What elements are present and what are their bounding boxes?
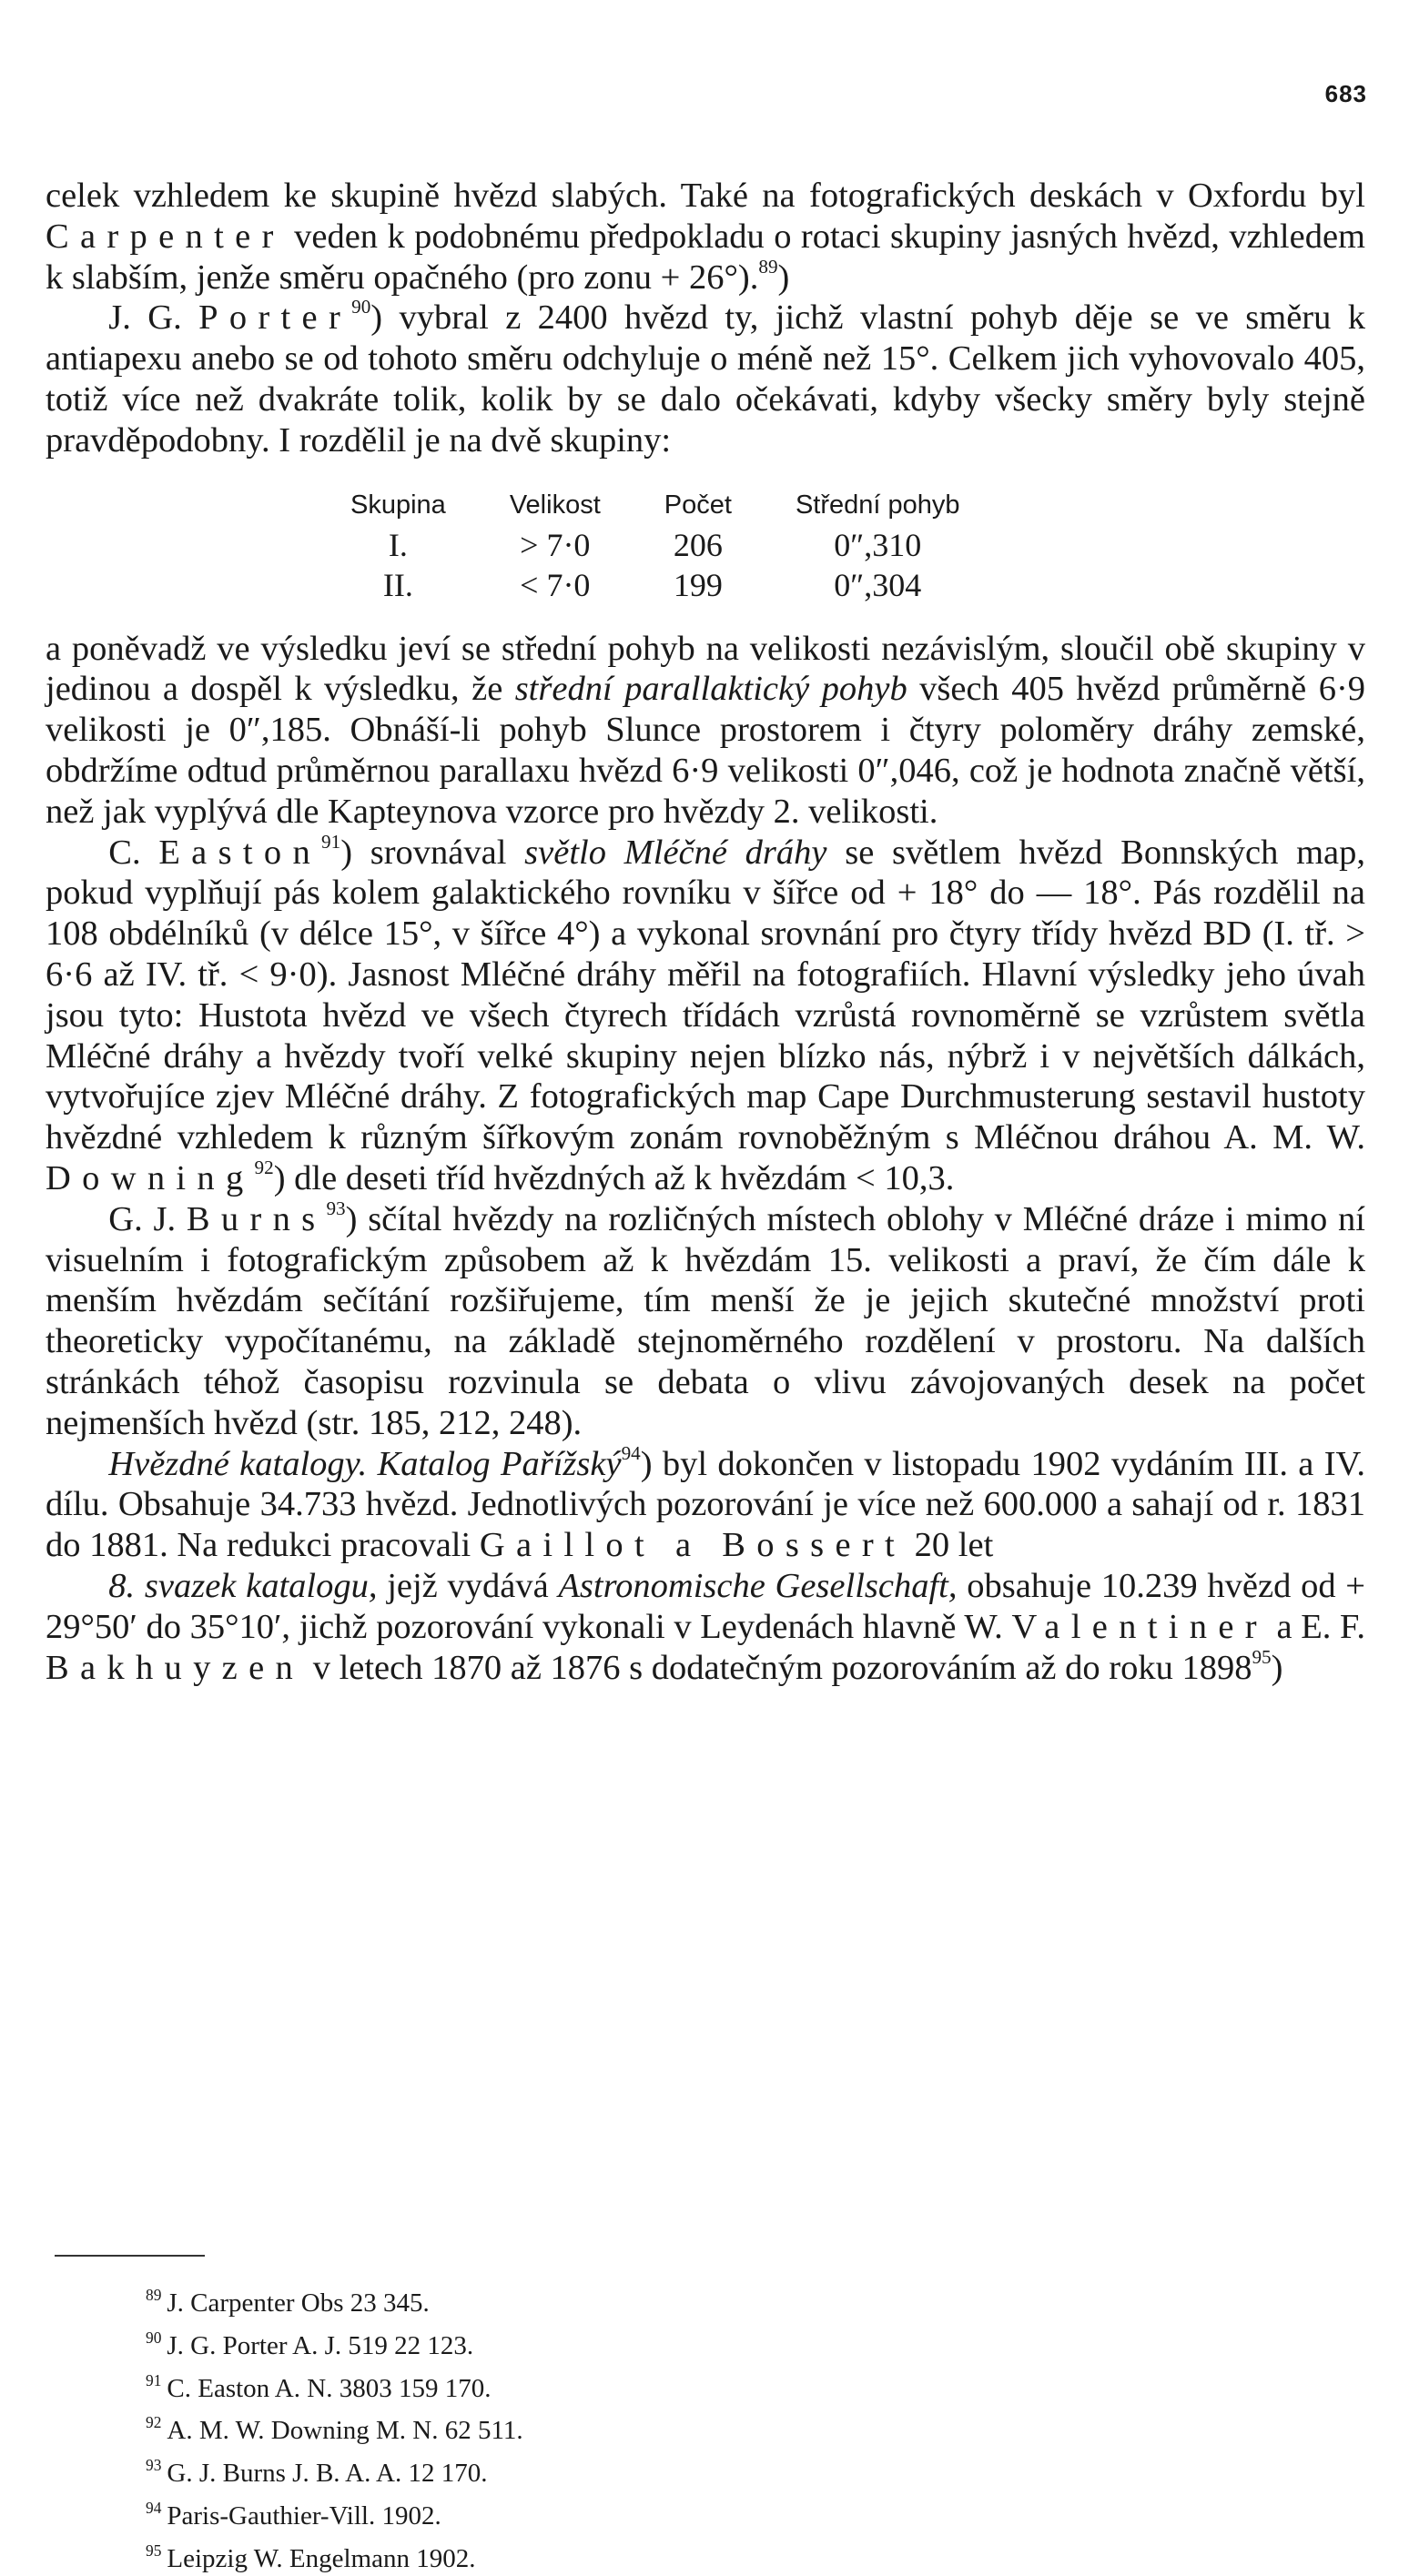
star-groups-table xyxy=(319,485,992,605)
page-number: 683 xyxy=(1324,80,1367,107)
footnote-divider xyxy=(55,2255,205,2257)
body-text xyxy=(46,176,1365,1688)
footnote-ref-95: 95 xyxy=(1252,1645,1272,1668)
p3-text-a: a poněvadž ve výsledku jeví se střední pohyb na velikosti nezávislým, sloučil obě skupiny v jedinou a dospěl k výsledku, že xyxy=(46,629,1365,709)
footnote-mark: 93 xyxy=(146,2456,162,2475)
footnote-text: Leipzig W. Engelmann 1902. xyxy=(167,2543,476,2573)
table-cell: I. xyxy=(388,526,408,563)
p7-italic: 8. svazek katalogu, xyxy=(108,1566,378,1605)
author-gaillot-bossert: Gaillot a Bossert xyxy=(479,1526,907,1565)
footnote-item xyxy=(146,2534,523,2576)
table-header: Velikost xyxy=(509,490,601,520)
p2-text-b: ) vybral z 2400 hvězd ty, jichž vlastní pohyb děje se ve směru k antiapexu anebo se od tohoto směru odchyluje o méně než 15°. Celkem jich vyhovovalo 405, totiž více než dvakráte tolik, kolik by se dalo očekávati, kdyby všecky směry byly stejně pravděpodobny. I rozdělil je na dvě skupiny: xyxy=(46,298,1365,460)
p7-text-d: a E. F. xyxy=(1267,1607,1365,1646)
author-bakhuyzen: Bakhuyzen xyxy=(46,1648,305,1687)
author-porter: Porter xyxy=(198,298,352,338)
footnote-mark: 89 xyxy=(146,2286,162,2304)
footnote-mark: 94 xyxy=(146,2498,162,2517)
p6-text-b: ) byl dokončen v listopadu 1902 vydáním III. a IV. dílu. Obsahuje 34.733 hvězd. Jednotlivých pozorování je více než 600.000 a sahají od r. 1831 do 1881. Na redukci pracovali xyxy=(46,1444,1365,1565)
footnote-item xyxy=(146,2449,523,2491)
author-burns: Burns xyxy=(186,1199,327,1238)
table-cell: 0″,304 xyxy=(834,566,922,603)
author-valentiner: Valentiner xyxy=(1011,1607,1268,1646)
p4-italic: světlo Mléčné dráhy xyxy=(524,833,827,872)
table-row xyxy=(319,565,992,605)
p7-text-b: jejž vydává xyxy=(377,1566,559,1605)
table-cell: 206 xyxy=(673,526,723,563)
footnote-ref-90: 90 xyxy=(351,296,371,318)
p7-text-e: v letech 1870 až 1876 s dodatečným pozorováním až do roku 1898 xyxy=(304,1648,1252,1687)
paragraph-5 xyxy=(46,1199,1365,1444)
footnote-item xyxy=(146,2406,523,2449)
p4-text-b: ) srovnával xyxy=(340,833,525,872)
table-header: Střední pohyb xyxy=(795,490,960,520)
footnote-ref-93: 93 xyxy=(326,1197,346,1219)
table-cell: > 7·0 xyxy=(520,526,591,563)
p4-text-a: C. xyxy=(108,833,159,872)
footnote-text: C. Easton A. N. 3803 159 170. xyxy=(167,2373,492,2403)
footnote-mark: 95 xyxy=(146,2541,162,2560)
table-header: Skupina xyxy=(350,490,446,520)
paragraph-7 xyxy=(46,1566,1365,1688)
footnote-item xyxy=(146,2321,523,2364)
p6-text-c: 20 let xyxy=(906,1526,994,1565)
author-downing: Downing xyxy=(46,1158,255,1197)
footnote-mark: 92 xyxy=(146,2413,162,2432)
p4-text-d: ) dle deseti tříd hvězdných až k hvězdám < 10,3. xyxy=(273,1158,955,1197)
footnote-item xyxy=(146,2278,523,2321)
footnote-text: A. M. W. Downing M. N. 62 511. xyxy=(167,2416,523,2446)
footnote-item xyxy=(146,2364,523,2407)
table-cell: < 7·0 xyxy=(520,566,591,603)
footnote-text: J. G. Porter A. J. 519 22 123. xyxy=(167,2330,474,2360)
table-cell: 199 xyxy=(673,566,723,603)
paragraph-6 xyxy=(46,1441,1365,1566)
footnote-ref-89: 89 xyxy=(758,255,778,278)
p5-text-b: ) sčítal hvězdy na rozličných místech oblohy v Mléčné dráze i mimo ní visuelním i fotografickým způsobem až k hvězdám 15. velikosti a praví, že čím dále k menším hvězdám sečítání rozšiřujeme, tím menší že je jejich skutečné množství proti theoreticky vypočítanému, na základě stejnoměrného rozdělení v prostoru. Na dalších stránkách téhož časopisu rozvinula se debata o vlivu závojovaných desek na počet nejmenších hvězd (str. 185, 212, 248). xyxy=(46,1199,1365,1442)
footnote-mark: 91 xyxy=(146,2370,162,2389)
footnotes-list xyxy=(146,2278,523,2576)
footnote-text: J. Carpenter Obs 23 345. xyxy=(167,2288,430,2318)
paragraph-1 xyxy=(46,176,1365,298)
p1-text-b: veden k podobnému předpokladu o rotaci skupiny jasných hvězd, vzhledem k slabším, jenže směru opačného (pro zonu + 26°). xyxy=(46,217,1365,297)
footnote-item xyxy=(146,2491,523,2534)
p7-close: ) xyxy=(1271,1648,1283,1687)
p3-text-b: všech 405 hvězd průměrně 6·9 velikosti je 0″,185. Obnáší-li pohyb Slunce prostorem i čtyry poloměry dráhy zemské, obdržíme odtud průměrnou parallaxu hvězd 6·9 velikosti 0″,046, což je hodnota značně větší, než jak vyplývá dle Kapteynova vzorce pro hvězdy 2. velikosti. xyxy=(46,670,1366,831)
footnote-mark: 90 xyxy=(146,2328,162,2347)
p7-text-c: obsahuje 10.239 hvězd od + 29°50′ do 35°10′, jichž pozorování vykonali v Leydenách hlavně W. xyxy=(46,1566,1366,1646)
paragraph-2 xyxy=(46,298,1365,460)
p5-text-a: G. J. xyxy=(108,1199,187,1238)
p6-italic: Hvězdné katalogy. Katalog Pařížský xyxy=(108,1444,622,1483)
footnote-ref-92: 92 xyxy=(254,1157,274,1178)
footnote-text: G. J. Burns J. B. A. A. 12 170. xyxy=(167,2459,488,2489)
table-row xyxy=(319,525,992,565)
author-carpenter: Carpenter xyxy=(46,217,285,256)
paragraph-3 xyxy=(46,629,1365,833)
footnote-ref-91: 91 xyxy=(321,830,341,853)
author-easton: Easton xyxy=(158,833,322,872)
p4-text-c: se světlem hvězd Bonnských map, pokud vyplňují pás kolem galaktického rovníku v šířce od + 18° do — 18°. Pás rozdělil na 108 obdélníků (v délce 15°, v šířce 4°) a vykonal srovnání pro čtyry třídy hvězd BD (I. tř. > 6·6 až IV. tř. < 9·0). Jasnost Mléčné dráhy měřil na fotografiích. Hlavní výsledky jeho úvah jsou tyto: Hustota hvězd ve všech čtyrech třídách vzrůstá rovnoměrně se vzrůstem světla Mléčné dráhy a hvězdy tvoří velké skupiny nejen blízko nás, nýbrž i v největších dálkách, vytvořujíce zjev Mléčné dráhy. Z fotografických map Cape Durchmusterung sestavil hustoty hvězdné vzhledem k různým šířkovým zonám rovnoběžným s Mléčnou dráhou A. M. W. xyxy=(46,833,1366,1157)
p1-close: ) xyxy=(777,258,790,297)
footnote-ref-94: 94 xyxy=(621,1441,641,1464)
table-cell: 0″,310 xyxy=(834,526,922,563)
table-cell: II. xyxy=(382,566,413,603)
footnote-text: Paris-Gauthier-Vill. 1902. xyxy=(167,2501,441,2531)
table-header-row xyxy=(319,485,992,525)
p3-italic: střední parallaktický pohyb xyxy=(514,670,907,709)
p7-italic-2: Astronomische Gesellschaft, xyxy=(558,1566,958,1605)
p2-text-a: J. G. xyxy=(108,298,199,338)
paragraph-4 xyxy=(46,830,1366,1199)
p1-text-a: celek vzhledem ke skupině hvězd slabých. Také na fotografických deskách v Oxfordu byl xyxy=(46,177,1365,215)
table-header: Počet xyxy=(664,490,732,520)
